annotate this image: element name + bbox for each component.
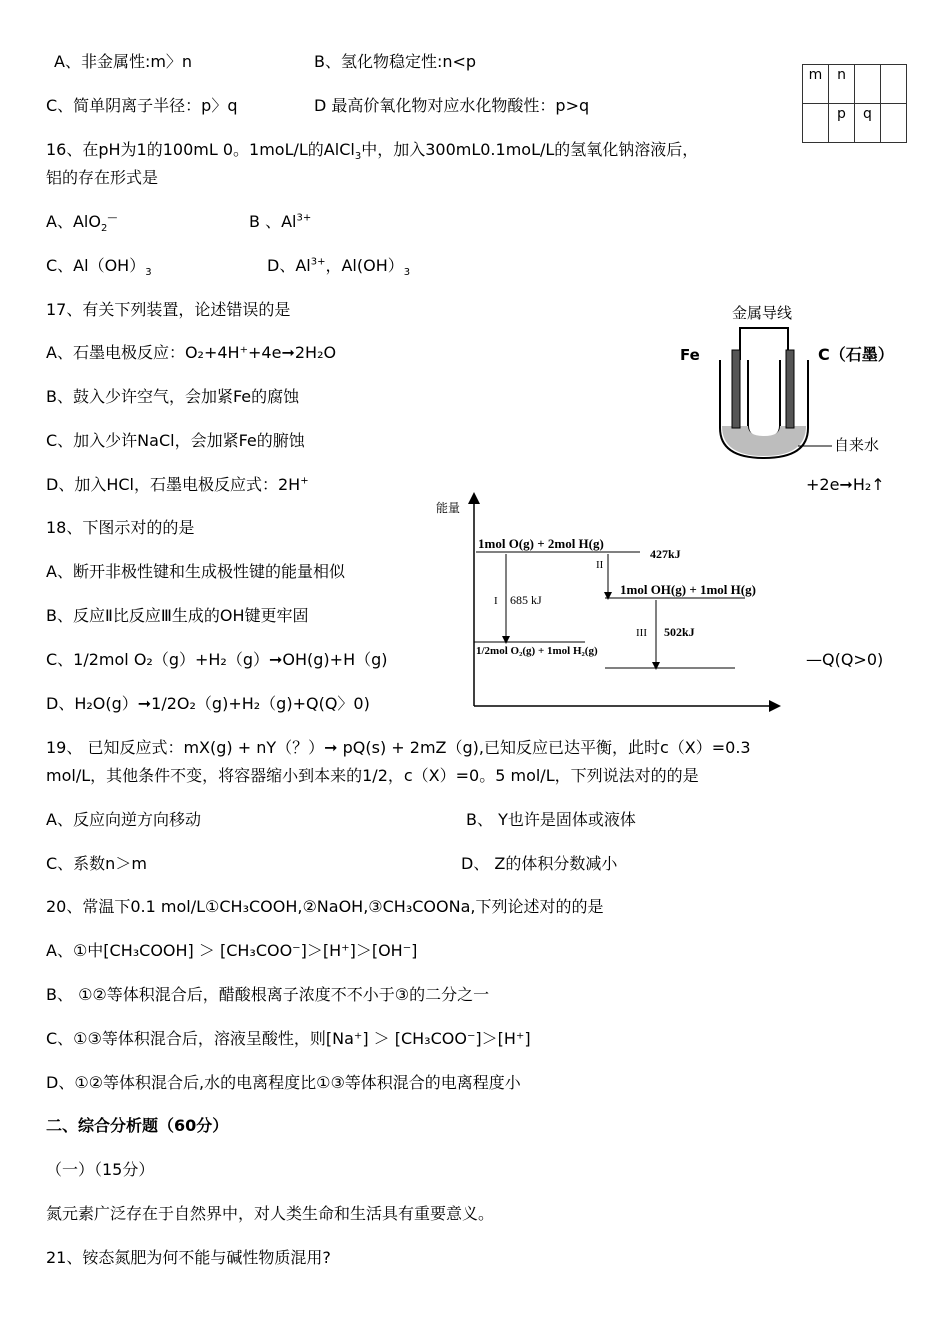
label-ii: II [596,559,604,571]
section-2-intro: 氮元素广泛存在于自然界中，对人类生命和生活具有重要意义。 [46,1204,495,1223]
q17-option-a: A、石墨电极反应：O₂+4H⁺+4e➞2H₂O [46,343,337,362]
q16-option-b: B 、$Al^{3+}$ [249,212,312,231]
q19-option-d: D、 Z的体积分数减小 [461,854,618,873]
q15-option-c: C、简单阴离子半径：p〉q [46,96,238,115]
q20-option-c: C、①③等体积混合后，溶液呈酸性，则[Na⁺] ＞ [CH₃COO⁻]＞[H⁺] [46,1029,531,1048]
label-ii-value: 427kJ [650,547,681,561]
fe-electrode [732,350,740,428]
q19-stem-line2: mol/L，其他条件不变，将容器缩小到本来的1/2，c（X）=0。5 mol/L，下列说法对的的是 [46,766,699,785]
periodic-grid [802,64,907,143]
q18-option-c-tail: —Q(Q>0) [806,650,884,669]
q17-option-d: D、加入HCl，石墨电极反应式：2H+ [46,475,309,494]
q17-stem: 17、有关下列装置，论述错误的是 [46,300,291,319]
axis-label-energy: 能量 [436,501,461,515]
q17-option-c: C、加入少许NaCl，会加紧Fe的腑蚀 [46,431,305,450]
q20-option-a: A、①中[CH₃COOH] ＞ [CH₃COO⁻]＞[H⁺]＞[OH⁻] [46,941,418,960]
section-2-part-1: （一）（15分） [46,1160,155,1179]
q20-stem: 20、常温下0.1 mol/L①CH₃COOH,②NaOH,③CH₃COONa,下列论述对的的是 [46,897,604,916]
q16-option-d: D、$Al^{3+}$，$Al(OH)_3$ [267,256,411,279]
metal-wire [740,328,788,360]
q21-stem: 21、铵态氮肥为何不能与碱性物质混用? [46,1248,331,1267]
grid-cell [881,104,907,143]
label-i-value: 685 kJ [510,593,542,607]
energy-diagram [430,490,790,716]
graphite-label: C（石墨） [818,345,894,364]
graphite-electrode [786,350,794,428]
grid-cell: m [803,65,829,104]
grid-cell [881,65,907,104]
label-iii-value: 502kJ [664,625,695,639]
q18-option-c: C、1/2mol O₂（g）+H₂（g）➞OH(g)+H（g) [46,650,388,669]
q19-option-a: A、反应向逆方向移动 [46,810,201,829]
level-oh-h-label: 1mol OH(g) + 1mol H(g) [620,582,756,597]
grid-cell: q [855,104,881,143]
grid-cell: p [829,104,855,143]
u-tube-inner [748,360,780,438]
label-i: I [494,595,498,607]
q16-stem-line2: 铝的存在形式是 [46,168,159,187]
wire-label: 金属导线 [732,304,793,322]
q15-option-a: A、非金属性:m〉n [54,52,193,71]
q19-option-b: B、 Y也许是固体或液体 [466,810,636,829]
q18-option-a: A、断开非极性键和生成极性键的能量相似 [46,562,345,581]
galvanic-cell-figure [670,298,910,470]
water-label: 自来水 [834,436,880,454]
grid-cell: n [829,65,855,104]
q18-option-d: D、H₂O(g）➞1/2O₂（g)+H₂（g)+Q(Q〉0) [46,694,370,713]
q16-option-c: C、$Al(OH)_3$ [46,256,152,279]
q20-option-d: D、①②等体积混合后,水的电离程度比①③等体积混合的电离程度小 [46,1073,521,1092]
q15-option-d: D 最高价氧化物对应水化物酸性：p>q [314,96,590,115]
fe-label: Fe [680,346,700,364]
grid-cell [855,65,881,104]
q19-stem-line1: 19、 已知反应式：mX(g) + nY（？）➞ pQ(s) + 2mZ（g),已知反应已达平衡，此时c（X）=0.3 [46,738,751,757]
grid-cell [803,104,829,143]
level-o2-h2-label: 1/2mol O₂(g) + 1mol H₂(g) [476,645,598,657]
q18-stem: 18、下图示对的的是 [46,518,195,537]
q15-option-b: B、氢化物稳定性:n<p [314,52,477,71]
q16-option-a: A、AlO$_2$— [46,212,118,235]
q16-stem-line1: 16、在pH为1的100mL 0。1moL/L的AlCl$_3$中，加入300mL0.1moL/L的氢氧化钠溶液后， [46,140,699,163]
q20-option-b: B、 ①②等体积混合后，醋酸根离子浓度不不小于③的二分之一 [46,985,490,1004]
section-2-title: 二、综合分析题（60分） [46,1116,229,1135]
q18-option-b: B、反应Ⅱ比反应Ⅲ生成的OH键更牢固 [46,606,309,625]
q17-option-b: B、鼓入少许空气，会加紧Fe的腐蚀 [46,387,300,406]
level-o-2h-label: 1mol O(g) + 2mol H(g) [478,536,604,551]
q17-option-d-tail: +2e➞H₂↑ [806,475,885,494]
label-iii: III [636,627,647,639]
q19-option-c: C、系数n＞m [46,854,147,873]
